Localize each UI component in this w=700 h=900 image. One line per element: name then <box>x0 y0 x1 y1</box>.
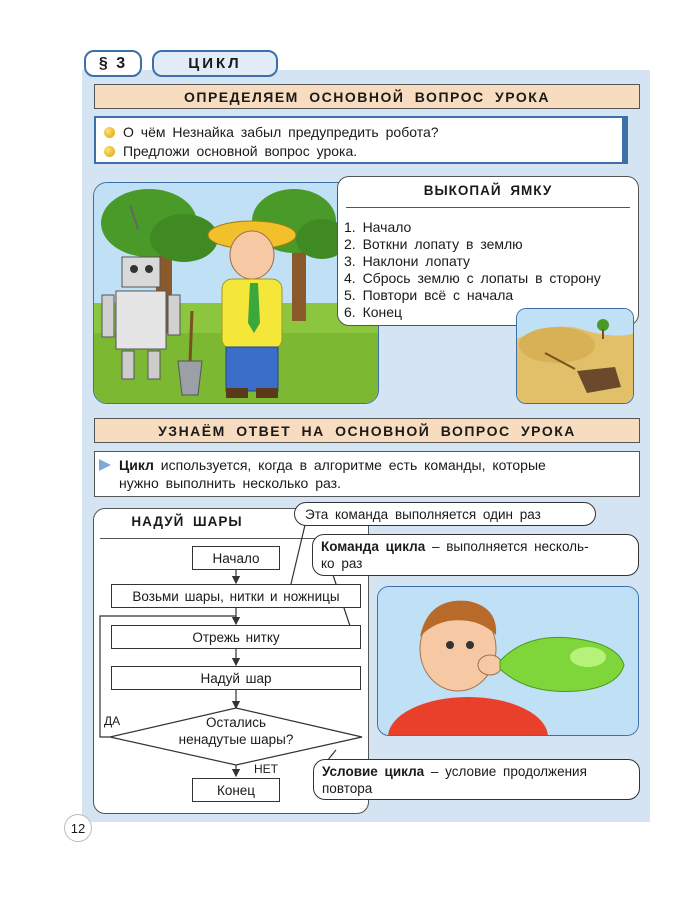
loop-condition-bubble: Условие цикла – условие продолжения повтора <box>313 759 640 800</box>
question-item: О чём Незнайка забыл предупредить робота? <box>104 124 439 141</box>
loop-command-term: Команда цикла <box>321 539 426 554</box>
loop-condition-term: Условие цикла <box>322 764 425 779</box>
definition-line-1: Цикл используется, когда в алгоритме есть команды, которые <box>119 457 546 473</box>
dig-step: 3. Наклони лопату <box>344 253 471 269</box>
flow-yes-label: ДА <box>104 714 121 728</box>
definition-line-2: нужно выполнить несколько раз. <box>119 475 341 491</box>
section-number: § 3 <box>84 50 142 77</box>
loop-command-bubble: Команда цикла – выполняется несколь- ко раз <box>312 534 639 576</box>
header-define-question: ОПРЕДЕЛЯЕМ ОСНОВНОЙ ВОПРОС УРОКА <box>94 84 640 109</box>
dig-title: ВЫКОПАЙ ЯМКУ <box>423 183 553 198</box>
once-command-bubble: Эта команда выполняется один раз <box>294 502 596 526</box>
header-learn-answer: УЗНАЁМ ОТВЕТ НА ОСНОВНОЙ ВОПРОС УРОКА <box>94 418 640 443</box>
flow-no-label: НЕТ <box>254 762 278 776</box>
flow-take-items: Возьми шары, нитки и ножницы <box>111 584 361 608</box>
section-title: ЦИКЛ <box>152 50 278 77</box>
page-number: 12 <box>64 814 92 842</box>
question-item: Предложи основной вопрос урока. <box>104 143 357 160</box>
dig-step: 5. Повтори всё с начала <box>344 287 514 303</box>
dig-step: 6. Конец <box>344 304 403 320</box>
flow-start: Начало <box>192 546 280 570</box>
dig-step: 2. Воткни лопату в землю <box>344 236 523 252</box>
flow-cut-thread: Отрежь нитку <box>111 625 361 649</box>
flow-end: Конец <box>192 778 280 802</box>
boy-balloon-illustration <box>377 586 639 736</box>
cycle-term: Цикл <box>119 457 154 473</box>
flowchart-title: НАДУЙ ШАРЫ <box>131 514 243 529</box>
dig-step: 4. Сбрось землю с лопаты в сторону <box>344 270 601 286</box>
flow-condition: Остались ненадутые шары? <box>178 715 294 747</box>
dig-step: 1. Начало <box>344 219 412 235</box>
flow-inflate-balloon: Надуй шар <box>111 666 361 690</box>
